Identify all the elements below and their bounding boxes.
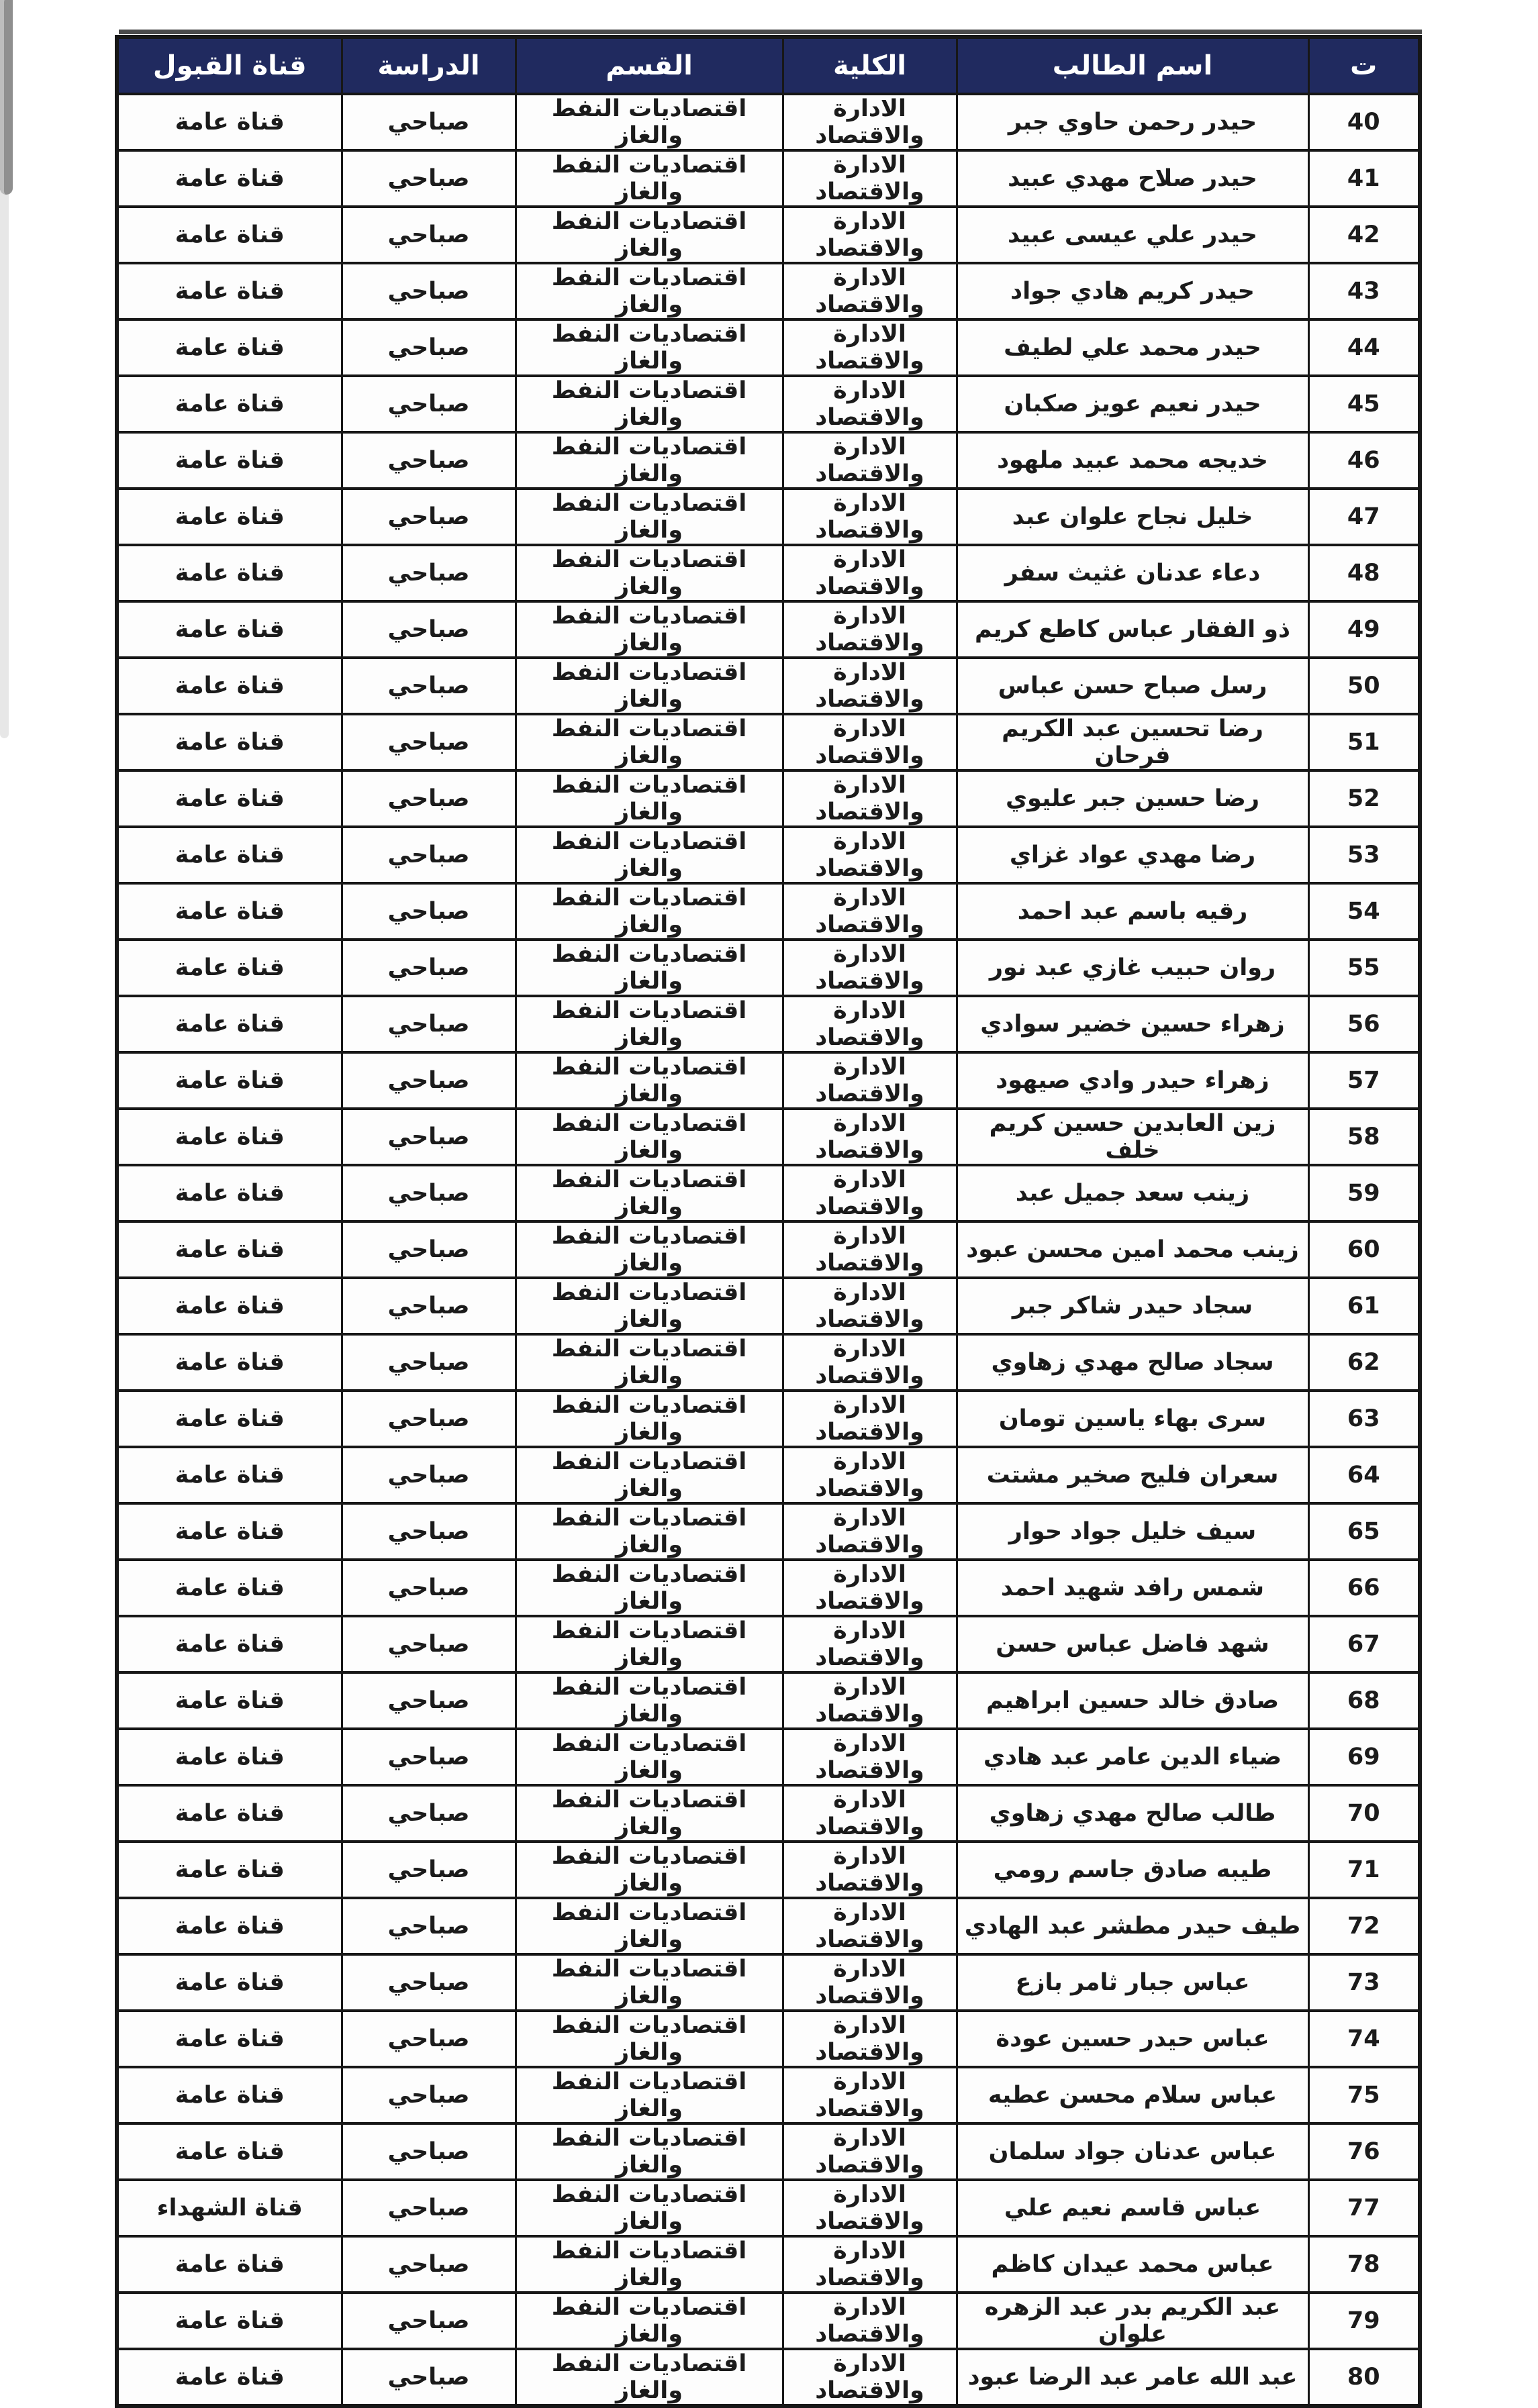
table-top-shadow xyxy=(119,30,1422,34)
cell-department: اقتصاديات النفط والغاز xyxy=(516,1729,783,1785)
cell-department: اقتصاديات النفط والغاز xyxy=(516,996,783,1052)
table-row xyxy=(117,150,1420,207)
cell-student-name: حيدر كريم هادي جواد xyxy=(957,263,1308,319)
cell-college: الادارة والاقتصاد xyxy=(783,1729,957,1785)
cell-college: الادارة والاقتصاد xyxy=(783,489,957,545)
cell-serial: 64 xyxy=(1308,1447,1420,1503)
cell-student-name: سرى بهاء ياسين تومان xyxy=(957,1391,1308,1447)
cell-admission-channel: قناة عامة xyxy=(117,545,342,601)
cell-admission-channel: قناة عامة xyxy=(117,1672,342,1729)
cell-study: صباحي xyxy=(342,1898,516,1954)
cell-serial: 53 xyxy=(1308,827,1420,883)
cell-study: صباحي xyxy=(342,319,516,376)
cell-college: الادارة والاقتصاد xyxy=(783,1560,957,1616)
cell-serial: 59 xyxy=(1308,1165,1420,1221)
cell-serial: 61 xyxy=(1308,1278,1420,1334)
cell-admission-channel: قناة عامة xyxy=(117,1052,342,1109)
cell-student-name: حيدر نعيم عويز صكبان xyxy=(957,376,1308,432)
header-department: القسم xyxy=(516,37,783,94)
cell-college: الادارة والاقتصاد xyxy=(783,2180,957,2236)
cell-admission-channel: قناة عامة xyxy=(117,319,342,376)
table-row xyxy=(117,1954,1420,2011)
cell-department: اقتصاديات النفط والغاز xyxy=(516,489,783,545)
cell-department: اقتصاديات النفط والغاز xyxy=(516,827,783,883)
cell-serial: 42 xyxy=(1308,207,1420,263)
cell-study: صباحي xyxy=(342,1391,516,1447)
cell-admission-channel: قناة عامة xyxy=(117,1503,342,1560)
table-row xyxy=(117,1391,1420,1447)
cell-study: صباحي xyxy=(342,2123,516,2180)
cell-department: اقتصاديات النفط والغاز xyxy=(516,2180,783,2236)
cell-college: الادارة والاقتصاد xyxy=(783,376,957,432)
cell-study: صباحي xyxy=(342,489,516,545)
table-row xyxy=(117,1052,1420,1109)
cell-college: الادارة والاقتصاد xyxy=(783,770,957,827)
cell-department: اقتصاديات النفط والغاز xyxy=(516,1842,783,1898)
cell-study: صباحي xyxy=(342,376,516,432)
cell-admission-channel: قناة عامة xyxy=(117,2349,342,2406)
cell-student-name: طالب صالح مهدي زهاوي xyxy=(957,1785,1308,1842)
cell-serial: 67 xyxy=(1308,1616,1420,1672)
cell-serial: 58 xyxy=(1308,1109,1420,1165)
cell-admission-channel: قناة عامة xyxy=(117,2293,342,2349)
cell-department: اقتصاديات النفط والغاز xyxy=(516,545,783,601)
table-row xyxy=(117,2236,1420,2293)
cell-admission-channel: قناة عامة xyxy=(117,94,342,150)
table-row xyxy=(117,2067,1420,2123)
header-college: الكلية xyxy=(783,37,957,94)
cell-admission-channel: قناة عامة xyxy=(117,1898,342,1954)
cell-admission-channel: قناة عامة xyxy=(117,2236,342,2293)
cell-serial: 56 xyxy=(1308,996,1420,1052)
cell-study: صباحي xyxy=(342,2067,516,2123)
table-row xyxy=(117,1447,1420,1503)
cell-department: اقتصاديات النفط والغاز xyxy=(516,1221,783,1278)
cell-serial: 48 xyxy=(1308,545,1420,601)
table-row xyxy=(117,883,1420,940)
cell-student-name: زينب سعد جميل عبد xyxy=(957,1165,1308,1221)
cell-department: اقتصاديات النفط والغاز xyxy=(516,2067,783,2123)
cell-serial: 41 xyxy=(1308,150,1420,207)
cell-college: الادارة والاقتصاد xyxy=(783,94,957,150)
cell-student-name: رضا حسين جبر عليوي xyxy=(957,770,1308,827)
table-row xyxy=(117,1221,1420,1278)
cell-department: اقتصاديات النفط والغاز xyxy=(516,1560,783,1616)
cell-admission-channel: قناة عامة xyxy=(117,1447,342,1503)
cell-admission-channel: قناة عامة xyxy=(117,940,342,996)
cell-student-name: سيف خليل جواد حوار xyxy=(957,1503,1308,1560)
cell-admission-channel: قناة عامة xyxy=(117,432,342,489)
cell-department: اقتصاديات النفط والغاز xyxy=(516,2293,783,2349)
cell-serial: 46 xyxy=(1308,432,1420,489)
cell-serial: 65 xyxy=(1308,1503,1420,1560)
cell-student-name: رسل صباح حسن عباس xyxy=(957,658,1308,714)
cell-student-name: شمس رافد شهيد احمد xyxy=(957,1560,1308,1616)
cell-admission-channel: قناة عامة xyxy=(117,714,342,770)
cell-serial: 45 xyxy=(1308,376,1420,432)
cell-college: الادارة والاقتصاد xyxy=(783,1447,957,1503)
cell-college: الادارة والاقتصاد xyxy=(783,1503,957,1560)
cell-department: اقتصاديات النفط والغاز xyxy=(516,1898,783,1954)
cell-student-name: دعاء عدنان غثيث سفر xyxy=(957,545,1308,601)
cell-college: الادارة والاقتصاد xyxy=(783,940,957,996)
cell-college: الادارة والاقتصاد xyxy=(783,2349,957,2406)
cell-study: صباحي xyxy=(342,2349,516,2406)
table-row xyxy=(117,770,1420,827)
table-row xyxy=(117,1109,1420,1165)
table-row xyxy=(117,2180,1420,2236)
table-body xyxy=(117,94,1420,2406)
cell-admission-channel: قناة عامة xyxy=(117,1391,342,1447)
cell-department: اقتصاديات النفط والغاز xyxy=(516,150,783,207)
cell-college: الادارة والاقتصاد xyxy=(783,1052,957,1109)
cell-student-name: عبد الله عامر عبد الرضا عبود xyxy=(957,2349,1308,2406)
cell-serial: 66 xyxy=(1308,1560,1420,1616)
cell-study: صباحي xyxy=(342,1672,516,1729)
cell-college: الادارة والاقتصاد xyxy=(783,1221,957,1278)
cell-student-name: عباس حيدر حسين عودة xyxy=(957,2011,1308,2067)
table-row xyxy=(117,207,1420,263)
cell-college: الادارة والاقتصاد xyxy=(783,207,957,263)
cell-college: الادارة والاقتصاد xyxy=(783,1278,957,1334)
cell-student-name: طيبه صادق جاسم رومي xyxy=(957,1842,1308,1898)
cell-study: صباحي xyxy=(342,658,516,714)
cell-college: الادارة والاقتصاد xyxy=(783,2011,957,2067)
cell-department: اقتصاديات النفط والغاز xyxy=(516,2011,783,2067)
cell-study: صباحي xyxy=(342,1447,516,1503)
cell-department: اقتصاديات النفط والغاز xyxy=(516,658,783,714)
cell-college: الادارة والاقتصاد xyxy=(783,658,957,714)
cell-college: الادارة والاقتصاد xyxy=(783,1898,957,1954)
cell-study: صباحي xyxy=(342,263,516,319)
table-row xyxy=(117,1165,1420,1221)
cell-student-name: طيف حيدر مطشر عبد الهادي xyxy=(957,1898,1308,1954)
cell-admission-channel: قناة عامة xyxy=(117,1954,342,2011)
cell-department: اقتصاديات النفط والغاز xyxy=(516,714,783,770)
cell-admission-channel: قناة عامة xyxy=(117,827,342,883)
cell-student-name: سجاد حيدر شاكر جبر xyxy=(957,1278,1308,1334)
cell-study: صباحي xyxy=(342,150,516,207)
cell-admission-channel: قناة عامة xyxy=(117,150,342,207)
cell-serial: 43 xyxy=(1308,263,1420,319)
cell-admission-channel: قناة عامة xyxy=(117,658,342,714)
cell-study: صباحي xyxy=(342,1616,516,1672)
cell-admission-channel: قناة عامة xyxy=(117,1278,342,1334)
cell-admission-channel: قناة عامة xyxy=(117,601,342,658)
cell-college: الادارة والاقتصاد xyxy=(783,2236,957,2293)
cell-college: الادارة والاقتصاد xyxy=(783,714,957,770)
cell-student-name: سجاد صالح مهدي زهاوي xyxy=(957,1334,1308,1391)
cell-admission-channel: قناة عامة xyxy=(117,2067,342,2123)
cell-student-name: زين العابدين حسين كريم خلف xyxy=(957,1109,1308,1165)
cell-admission-channel: قناة عامة xyxy=(117,996,342,1052)
table-row xyxy=(117,1672,1420,1729)
cell-study: صباحي xyxy=(342,94,516,150)
cell-department: اقتصاديات النفط والغاز xyxy=(516,770,783,827)
cell-serial: 68 xyxy=(1308,1672,1420,1729)
cell-student-name: خليل نجاح علوان عبد xyxy=(957,489,1308,545)
scrollbar-thumb[interactable] xyxy=(0,0,13,195)
cell-department: اقتصاديات النفط والغاز xyxy=(516,1954,783,2011)
cell-study: صباحي xyxy=(342,1221,516,1278)
cell-serial: 80 xyxy=(1308,2349,1420,2406)
cell-study: صباحي xyxy=(342,883,516,940)
cell-admission-channel: قناة عامة xyxy=(117,1785,342,1842)
cell-department: اقتصاديات النفط والغاز xyxy=(516,1503,783,1560)
cell-student-name: حيدر رحمن حاوي جبر xyxy=(957,94,1308,150)
cell-admission-channel: قناة عامة xyxy=(117,1616,342,1672)
cell-serial: 44 xyxy=(1308,319,1420,376)
cell-student-name: زينب محمد امين محسن عبود xyxy=(957,1221,1308,1278)
cell-admission-channel: قناة عامة xyxy=(117,1165,342,1221)
cell-student-name: حيدر علي عيسى عبيد xyxy=(957,207,1308,263)
cell-college: الادارة والاقتصاد xyxy=(783,1165,957,1221)
cell-college: الادارة والاقتصاد xyxy=(783,2067,957,2123)
header-admission-channel: قناة القبول xyxy=(117,37,342,94)
cell-department: اقتصاديات النفط والغاز xyxy=(516,1616,783,1672)
table-row xyxy=(117,1729,1420,1785)
cell-student-name: شهد فاضل عباس حسن xyxy=(957,1616,1308,1672)
table-row xyxy=(117,545,1420,601)
cell-college: الادارة والاقتصاد xyxy=(783,827,957,883)
cell-study: صباحي xyxy=(342,1729,516,1785)
cell-college: الادارة والاقتصاد xyxy=(783,1954,957,2011)
table-row xyxy=(117,2349,1420,2406)
cell-student-name: ذو الفقار عباس كاطع كريم xyxy=(957,601,1308,658)
cell-serial: 74 xyxy=(1308,2011,1420,2067)
cell-serial: 52 xyxy=(1308,770,1420,827)
cell-department: اقتصاديات النفط والغاز xyxy=(516,1672,783,1729)
cell-department: اقتصاديات النفط والغاز xyxy=(516,1391,783,1447)
table-row xyxy=(117,1278,1420,1334)
cell-admission-channel: قناة عامة xyxy=(117,1109,342,1165)
cell-admission-channel: قناة عامة xyxy=(117,2123,342,2180)
cell-admission-channel: قناة عامة xyxy=(117,770,342,827)
cell-student-name: صادق خالد حسين ابراهيم xyxy=(957,1672,1308,1729)
cell-serial: 47 xyxy=(1308,489,1420,545)
table-row xyxy=(117,263,1420,319)
cell-serial: 73 xyxy=(1308,1954,1420,2011)
cell-department: اقتصاديات النفط والغاز xyxy=(516,601,783,658)
table-row xyxy=(117,601,1420,658)
cell-student-name: عباس سلام محسن عطيه xyxy=(957,2067,1308,2123)
cell-study: صباحي xyxy=(342,1785,516,1842)
table-row xyxy=(117,489,1420,545)
admission-table xyxy=(115,35,1422,2408)
cell-student-name: حيدر صلاح مهدي عبيد xyxy=(957,150,1308,207)
cell-serial: 55 xyxy=(1308,940,1420,996)
cell-department: اقتصاديات النفط والغاز xyxy=(516,432,783,489)
cell-study: صباحي xyxy=(342,1954,516,2011)
cell-admission-channel: قناة عامة xyxy=(117,2011,342,2067)
cell-serial: 49 xyxy=(1308,601,1420,658)
cell-serial: 78 xyxy=(1308,2236,1420,2293)
cell-study: صباحي xyxy=(342,601,516,658)
cell-serial: 63 xyxy=(1308,1391,1420,1447)
cell-student-name: زهراء حسين خضير سوادي xyxy=(957,996,1308,1052)
cell-study: صباحي xyxy=(342,2180,516,2236)
cell-department: اقتصاديات النفط والغاز xyxy=(516,883,783,940)
cell-admission-channel: قناة عامة xyxy=(117,1560,342,1616)
cell-student-name: زهراء حيدر وادي صيهود xyxy=(957,1052,1308,1109)
cell-admission-channel: قناة عامة xyxy=(117,1221,342,1278)
cell-college: الادارة والاقتصاد xyxy=(783,601,957,658)
cell-student-name: عباس جبار ثامر بازع xyxy=(957,1954,1308,2011)
admission-table-wrap xyxy=(119,30,1422,2408)
cell-college: الادارة والاقتصاد xyxy=(783,1842,957,1898)
cell-student-name: عباس عدنان جواد سلمان xyxy=(957,2123,1308,2180)
cell-college: الادارة والاقتصاد xyxy=(783,996,957,1052)
cell-student-name: رقيه باسم عبد احمد xyxy=(957,883,1308,940)
cell-study: صباحي xyxy=(342,770,516,827)
cell-serial: 75 xyxy=(1308,2067,1420,2123)
table-row xyxy=(117,1616,1420,1672)
cell-study: صباحي xyxy=(342,432,516,489)
cell-admission-channel: قناة الشهداء xyxy=(117,2180,342,2236)
cell-admission-channel: قناة عامة xyxy=(117,376,342,432)
cell-department: اقتصاديات النفط والغاز xyxy=(516,1052,783,1109)
cell-serial: 57 xyxy=(1308,1052,1420,1109)
cell-college: الادارة والاقتصاد xyxy=(783,1334,957,1391)
cell-study: صباحي xyxy=(342,1278,516,1334)
cell-study: صباحي xyxy=(342,2011,516,2067)
cell-study: صباحي xyxy=(342,827,516,883)
cell-college: الادارة والاقتصاد xyxy=(783,432,957,489)
cell-student-name: سعران فليح صخير مشتت xyxy=(957,1447,1308,1503)
cell-department: اقتصاديات النفط والغاز xyxy=(516,1447,783,1503)
cell-admission-channel: قناة عامة xyxy=(117,1842,342,1898)
cell-department: اقتصاديات النفط والغاز xyxy=(516,94,783,150)
cell-department: اقتصاديات النفط والغاز xyxy=(516,1785,783,1842)
cell-admission-channel: قناة عامة xyxy=(117,263,342,319)
cell-serial: 60 xyxy=(1308,1221,1420,1278)
cell-department: اقتصاديات النفط والغاز xyxy=(516,263,783,319)
cell-student-name: ضياء الدين عامر عبد هادي xyxy=(957,1729,1308,1785)
cell-study: صباحي xyxy=(342,1052,516,1109)
table-row xyxy=(117,658,1420,714)
cell-study: صباحي xyxy=(342,2293,516,2349)
cell-college: الادارة والاقتصاد xyxy=(783,1672,957,1729)
cell-department: اقتصاديات النفط والغاز xyxy=(516,2236,783,2293)
cell-college: الادارة والاقتصاد xyxy=(783,319,957,376)
cell-serial: 54 xyxy=(1308,883,1420,940)
cell-department: اقتصاديات النفط والغاز xyxy=(516,940,783,996)
cell-study: صباحي xyxy=(342,1165,516,1221)
cell-college: الادارة والاقتصاد xyxy=(783,545,957,601)
cell-serial: 69 xyxy=(1308,1729,1420,1785)
cell-student-name: عبد الكريم بدر عبد الزهره علوان xyxy=(957,2293,1308,2349)
table-row xyxy=(117,996,1420,1052)
cell-study: صباحي xyxy=(342,2236,516,2293)
header-study: الدراسة xyxy=(342,37,516,94)
cell-study: صباحي xyxy=(342,1109,516,1165)
table-row xyxy=(117,432,1420,489)
cell-college: الادارة والاقتصاد xyxy=(783,1391,957,1447)
cell-student-name: خديجه محمد عبيد ملهود xyxy=(957,432,1308,489)
table-row xyxy=(117,1785,1420,1842)
cell-department: اقتصاديات النفط والغاز xyxy=(516,1278,783,1334)
cell-serial: 50 xyxy=(1308,658,1420,714)
cell-serial: 62 xyxy=(1308,1334,1420,1391)
cell-college: الادارة والاقتصاد xyxy=(783,883,957,940)
cell-admission-channel: قناة عامة xyxy=(117,489,342,545)
table-row xyxy=(117,376,1420,432)
cell-department: اقتصاديات النفط والغاز xyxy=(516,319,783,376)
cell-college: الادارة والاقتصاد xyxy=(783,150,957,207)
cell-serial: 40 xyxy=(1308,94,1420,150)
cell-college: الادارة والاقتصاد xyxy=(783,2123,957,2180)
cell-college: الادارة والاقتصاد xyxy=(783,263,957,319)
cell-department: اقتصاديات النفط والغاز xyxy=(516,2349,783,2406)
table-row xyxy=(117,94,1420,150)
cell-college: الادارة والاقتصاد xyxy=(783,1109,957,1165)
cell-college: الادارة والاقتصاد xyxy=(783,2293,957,2349)
table-row xyxy=(117,940,1420,996)
cell-serial: 72 xyxy=(1308,1898,1420,1954)
table-row xyxy=(117,1842,1420,1898)
table-row xyxy=(117,1560,1420,1616)
cell-student-name: رضا تحسين عبد الكريم فرحان xyxy=(957,714,1308,770)
table-row xyxy=(117,1334,1420,1391)
cell-study: صباحي xyxy=(342,1503,516,1560)
table-row xyxy=(117,1898,1420,1954)
cell-student-name: حيدر محمد علي لطيف xyxy=(957,319,1308,376)
table-row xyxy=(117,1503,1420,1560)
cell-student-name: عباس محمد عيدان كاظم xyxy=(957,2236,1308,2293)
cell-student-name: عباس قاسم نعيم علي xyxy=(957,2180,1308,2236)
header-row xyxy=(117,37,1420,94)
cell-department: اقتصاديات النفط والغاز xyxy=(516,1334,783,1391)
cell-department: اقتصاديات النفط والغاز xyxy=(516,2123,783,2180)
header-student-name: اسم الطالب xyxy=(957,37,1308,94)
cell-department: اقتصاديات النفط والغاز xyxy=(516,1109,783,1165)
cell-college: الادارة والاقتصاد xyxy=(783,1616,957,1672)
cell-college: الادارة والاقتصاد xyxy=(783,1785,957,1842)
cell-study: صباحي xyxy=(342,207,516,263)
table-row xyxy=(117,2293,1420,2349)
cell-study: صباحي xyxy=(342,1842,516,1898)
cell-serial: 71 xyxy=(1308,1842,1420,1898)
table-row xyxy=(117,827,1420,883)
header-serial: ت xyxy=(1308,37,1420,94)
cell-admission-channel: قناة عامة xyxy=(117,883,342,940)
cell-student-name: روان حبيب غازي عبد نور xyxy=(957,940,1308,996)
cell-serial: 77 xyxy=(1308,2180,1420,2236)
cell-student-name: رضا مهدي عواد غزاي xyxy=(957,827,1308,883)
cell-study: صباحي xyxy=(342,996,516,1052)
cell-study: صباحي xyxy=(342,940,516,996)
cell-study: صباحي xyxy=(342,1334,516,1391)
cell-study: صباحي xyxy=(342,1560,516,1616)
cell-department: اقتصاديات النفط والغاز xyxy=(516,1165,783,1221)
cell-department: اقتصاديات النفط والغاز xyxy=(516,207,783,263)
table-row xyxy=(117,319,1420,376)
cell-study: صباحي xyxy=(342,714,516,770)
cell-serial: 79 xyxy=(1308,2293,1420,2349)
cell-serial: 70 xyxy=(1308,1785,1420,1842)
cell-serial: 76 xyxy=(1308,2123,1420,2180)
cell-admission-channel: قناة عامة xyxy=(117,1334,342,1391)
cell-serial: 51 xyxy=(1308,714,1420,770)
table-row xyxy=(117,714,1420,770)
cell-department: اقتصاديات النفط والغاز xyxy=(516,376,783,432)
table-row xyxy=(117,2123,1420,2180)
cell-admission-channel: قناة عامة xyxy=(117,207,342,263)
cell-admission-channel: قناة عامة xyxy=(117,1729,342,1785)
table-row xyxy=(117,2011,1420,2067)
cell-study: صباحي xyxy=(342,545,516,601)
